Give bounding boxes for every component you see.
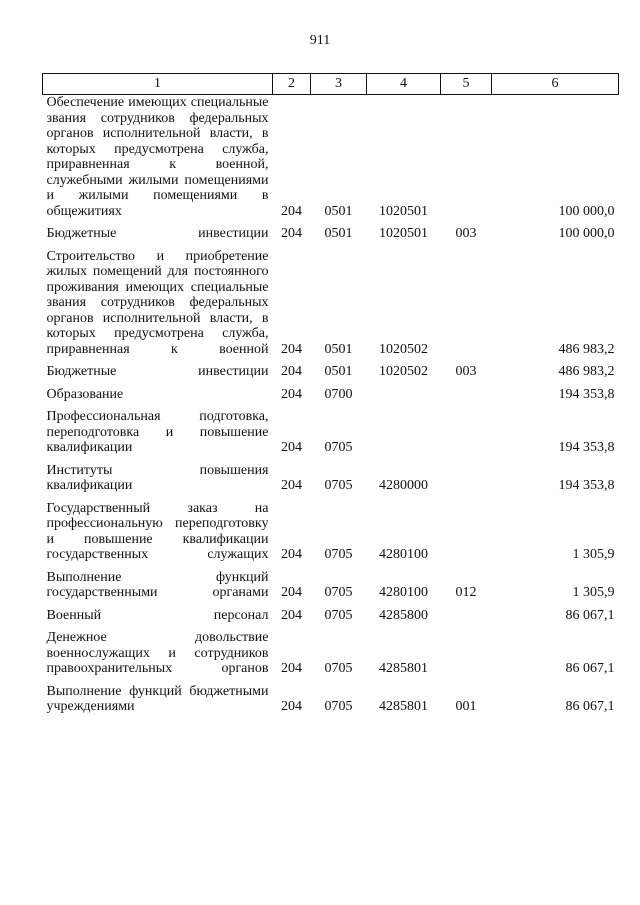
row-col-4: 4280000: [379, 478, 428, 493]
table-row: [43, 463, 619, 501]
row-col-4: 1020502: [379, 364, 428, 379]
row-col-3: 0705: [324, 478, 353, 493]
row-col-2: 204: [281, 226, 302, 241]
row-col-6: 194 353,8: [558, 386, 615, 402]
row-col-2: 204: [281, 699, 302, 714]
table-row: [43, 409, 619, 463]
row-col-2: 204: [281, 440, 302, 455]
row-col-5: 003: [455, 364, 477, 379]
row-col-6: 194 353,8: [558, 478, 615, 493]
row-col-4: 1020502: [379, 341, 428, 357]
row-col-3: 0501: [324, 226, 353, 241]
row-col-4: 4280100: [379, 547, 428, 562]
row-col-5: 001: [455, 699, 477, 714]
header-col-1: 1: [43, 74, 273, 95]
row-col-6: 1 305,9: [572, 547, 615, 562]
row-col-5: [441, 249, 492, 365]
row-col-2: 204: [281, 607, 302, 623]
row-col-4: 4285801: [379, 699, 428, 714]
row-name: Обеспечение имеющих специальные звания сотрудников федеральных органов исполнительной власти, в которых предусмотрена служба, приравненная к военной, служебными жилыми помещениями и жилыми помещениями в общежитиях: [46, 95, 269, 219]
header-col-6: 6: [492, 74, 619, 95]
row-col-3: 0705: [324, 607, 353, 623]
row-col-6: 86 067,1: [565, 661, 615, 676]
row-col-3: 0700: [324, 386, 353, 402]
row-col-6: 1 305,9: [572, 585, 615, 600]
header-col-3: 3: [311, 74, 367, 95]
table-row: [43, 501, 619, 570]
row-col-6: 486 983,2: [558, 341, 615, 357]
table-row: [43, 630, 619, 684]
row-col-4: 4285801: [379, 661, 428, 676]
row-col-6: 86 067,1: [565, 699, 615, 714]
row-name: Выполнение функций государственными органами: [46, 569, 269, 600]
table-body: [43, 95, 619, 722]
row-col-3: 0705: [324, 585, 353, 600]
row-name: Бюджетные инвестиции: [46, 226, 269, 241]
row-col-6: 194 353,8: [558, 440, 615, 455]
row-col-3: 0501: [324, 203, 353, 219]
row-col-2: 204: [281, 364, 302, 379]
row-col-3: 0705: [324, 547, 353, 562]
row-col-5: [441, 387, 492, 410]
table-row: [43, 387, 619, 410]
row-col-4: 1020501: [379, 226, 428, 241]
row-name: Строительство и приобретение жилых помещений для постоянного проживания имеющих специальные звания сотрудников федеральных органов исполнительной власти, в которых предусмотрена служба, приравненная к военной: [46, 248, 269, 357]
table-row: [43, 364, 619, 387]
row-col-3: 0705: [324, 699, 353, 714]
row-col-5: 003: [455, 226, 477, 241]
header-col-2: 2: [273, 74, 311, 95]
row-col-5: [441, 608, 492, 631]
row-col-2: 204: [281, 341, 302, 357]
row-col-5: [441, 95, 492, 227]
row-col-3: 0705: [324, 440, 353, 455]
row-name: Образование: [46, 386, 124, 402]
row-col-2: 204: [281, 547, 302, 562]
row-col-5: [441, 501, 492, 570]
row-col-4: 1020501: [379, 203, 428, 219]
row-name: Институты повышения квалификации: [46, 462, 269, 493]
row-name: Государственный заказ на профессиональную переподготовку и повышение квалификации государственных служащих: [46, 500, 269, 562]
row-col-2: 204: [281, 203, 302, 219]
row-col-3: 0501: [324, 341, 353, 357]
table-row: [43, 226, 619, 249]
table-row: [43, 684, 619, 722]
table-row: [43, 608, 619, 631]
row-col-2: 204: [281, 661, 302, 676]
row-col-3: 0501: [324, 364, 353, 379]
header-col-4: 4: [367, 74, 441, 95]
budget-table: [42, 73, 619, 722]
table-row: [43, 249, 619, 365]
row-col-4: [367, 387, 441, 410]
row-col-6: 486 983,2: [558, 364, 615, 379]
table-header: [43, 74, 619, 95]
row-col-2: 204: [281, 478, 302, 493]
row-name: Выполнение функций бюджетными учреждениями: [46, 683, 269, 714]
row-col-5: [441, 463, 492, 501]
row-col-4: 4285800: [379, 607, 428, 623]
row-name: Денежное довольствие военнослужащих и сотрудников правоохранительных органов: [46, 630, 269, 676]
row-col-4: 4280100: [379, 585, 428, 600]
row-col-6: 100 000,0: [558, 226, 615, 241]
row-col-5: 012: [455, 585, 477, 600]
row-name: Профессиональная подготовка, переподготовка и повышение квалификации: [46, 409, 269, 455]
row-col-6: 100 000,0: [558, 203, 615, 219]
table-row: [43, 95, 619, 227]
header-col-5: 5: [441, 74, 492, 95]
row-col-5: [441, 409, 492, 463]
row-col-2: 204: [281, 386, 302, 402]
page-number: 911: [309, 33, 331, 48]
row-name: Военный персонал: [46, 607, 269, 623]
row-col-3: 0705: [324, 661, 353, 676]
table-row: [43, 570, 619, 608]
row-name: Бюджетные инвестиции: [46, 364, 269, 379]
row-col-2: 204: [281, 585, 302, 600]
row-col-4: [367, 409, 441, 463]
row-col-6: 86 067,1: [565, 607, 615, 623]
row-col-5: [441, 630, 492, 684]
